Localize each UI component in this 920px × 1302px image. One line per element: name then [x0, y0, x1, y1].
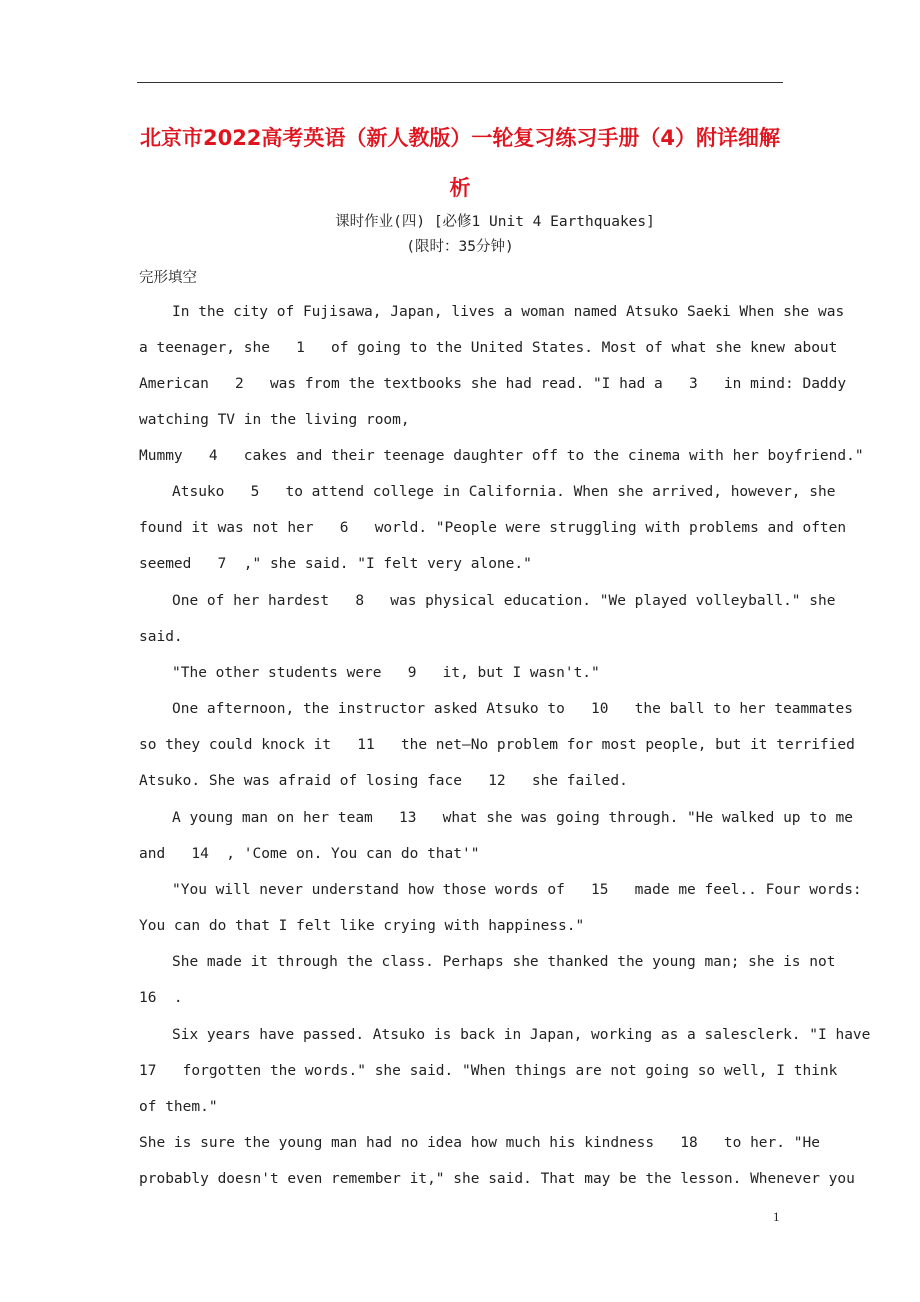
text-line: "The other students were 9 it, but I wasn't." — [172, 665, 600, 681]
text-line: A young man on her team 13 what she was going through. "He walked up to me — [172, 810, 853, 826]
text-line: seemed 7 ," she said. "I felt very alone." — [139, 556, 532, 572]
document-title-line-2: 析 — [449, 176, 471, 200]
text-line: a teenager, she 1 of going to the United States. Most of what she knew about — [139, 340, 838, 356]
header-rule — [137, 82, 783, 83]
text-line: Atsuko 5 to attend college in California. When she arrived, however, she — [172, 484, 836, 500]
page-number: 1 — [773, 1209, 780, 1224]
lesson-subtitle: 课时作业(四) [必修1 Unit 4 Earthquakes] — [335, 214, 655, 230]
text-line: "You will never understand how those words of 15 made me feel.. Four words: — [172, 882, 862, 898]
section-heading: 完形填空 — [139, 270, 197, 286]
text-line: In the city of Fujisawa, Japan, lives a woman named Atsuko Saeki When she was — [172, 304, 845, 320]
text-line: probably doesn't even remember it," she said. That may be the lesson. Whenever you — [139, 1171, 855, 1187]
text-line: American 2 was from the textbooks she had read. "I had a 3 in mind: Daddy — [139, 376, 847, 392]
text-line: so they could knock it 11 the net—No problem for most people, but it terrified — [139, 737, 855, 753]
text-line: Mummy 4 cakes and their teenage daughter off to the cinema with her boyfriend." — [139, 448, 864, 464]
text-line: She is sure the young man had no idea how much his kindness 18 to her. "He — [139, 1135, 820, 1151]
text-line: watching TV in the living room, — [139, 412, 410, 428]
text-line: Atsuko. She was afraid of losing face 12 she failed. — [139, 773, 628, 789]
text-line: and 14 , 'Come on. You can do that'" — [139, 846, 480, 862]
text-line: 17 forgotten the words." she said. "When things are not going so well, I think — [139, 1063, 838, 1079]
text-line: One of her hardest 8 was physical education. "We played volleyball." she — [172, 593, 836, 609]
time-limit: (限时：35分钟) — [406, 239, 514, 255]
text-line: said. — [139, 629, 183, 645]
text-line: She made it through the class. Perhaps she thanked the young man; she is not — [172, 954, 836, 970]
text-line: found it was not her 6 world. "People were struggling with problems and often — [139, 520, 847, 536]
text-line: You can do that I felt like crying with happiness." — [139, 918, 585, 934]
text-line: 16 . — [139, 990, 183, 1006]
text-line: One afternoon, the instructor asked Atsuko to 10 the ball to her teammates — [172, 701, 853, 717]
text-line: Six years have passed. Atsuko is back in Japan, working as a salesclerk. "I have — [172, 1027, 871, 1043]
document-title-line-1: 北京市2022高考英语（新人教版）一轮复习练习手册（4）附详细解 — [139, 126, 781, 150]
text-line: of them." — [139, 1099, 218, 1115]
